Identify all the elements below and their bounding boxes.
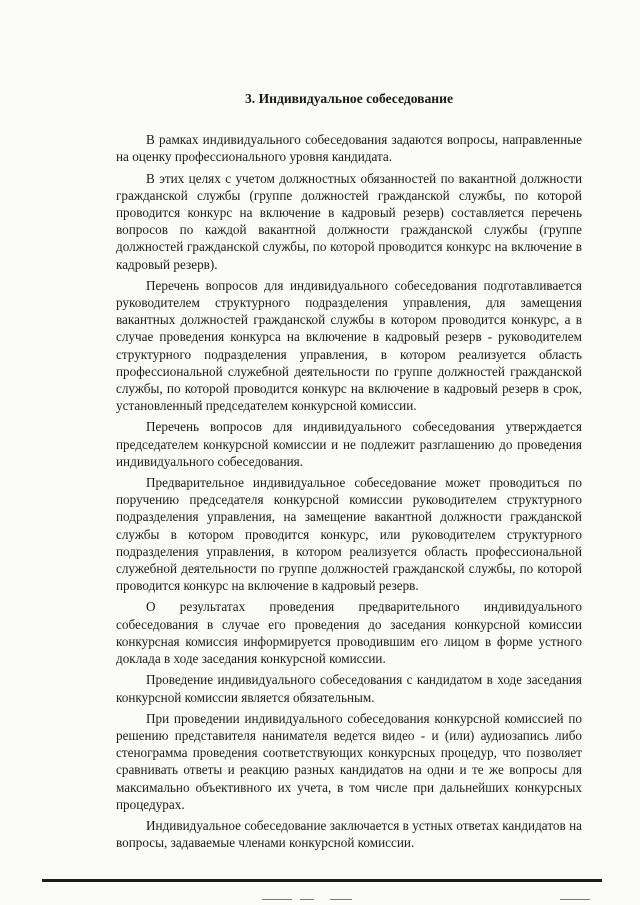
paragraph-8: При проведении индивидуального собеседования конкурсной комиссией по решению представителя нанимателя ведется видео - и (или) аудиозапись либо стенограмма проведения соответствующих конкурсных процедур, что позволяет сравнивать ответы и реакцию разных кандидатов на одни и те же вопросы для максимально объективного их учета, в том числе при дальнейших конкурсных процедурах. <box>116 710 582 812</box>
paragraph-2: В этих целях с учетом должностных обязанностей по вакантной должности гражданской службы (группе должностей гражданской службы, по которой проводится конкурс на включение в кадровый резерв) составляется перечень вопросов по каждой вакантной должности гражданской службы (группе должностей гражданской службы, по которой проводится конкурс на включение в кадровый резерв). <box>116 170 582 272</box>
document-body <box>116 90 582 855</box>
scan-mark <box>300 899 314 900</box>
paragraph-5: Предварительное индивидуальное собеседование может проводиться по поручению председателя конкурсной комиссии руководителем структурного подразделения управления, на замещение вакантной должности гражданской службы в котором проводится конкурс, или руководителем структурного подразделения управления, в котором реализуется область профессиональной служебной деятельности по группе должностей гражданской службы, по которой проводится конкурс на включение в кадровый резерв. <box>116 475 582 594</box>
scan-mark <box>262 899 292 900</box>
paragraph-3: Перечень вопросов для индивидуального собеседования подготавливается руководителем структурного подразделения управления, для замещения вакантных должностей гражданской службы в котором проводится конкурс, а в случае проведения конкурса на включение в кадровый резерв - руководителем структурного подразделения управления, в котором реализуется область профессиональной служебной деятельности по группе должностей гражданской службы, по которой проводится конкурс на включение в кадровый резерв в срок, установленный председателем конкурсной комиссии. <box>116 277 582 414</box>
paragraph-1: В рамках индивидуального собеседования задаются вопросы, направленные на оценку профессионального уровня кандидата. <box>116 132 582 165</box>
paragraph-6: О результатах проведения предварительного индивидуального собеседования в случае его проведения до заседания конкурсной комиссии конкурсная комиссия информируется проводившим его лицом в форме устного доклада в ходе заседания конкурсной комиссии. <box>116 599 582 667</box>
scan-bottom-rule <box>42 879 602 882</box>
paragraph-4: Перечень вопросов для индивидуального собеседования утверждается председателем конкурсной комиссии и не подлежит разглашению до проведения индивидуального собеседования. <box>116 419 582 469</box>
paragraph-7: Проведение индивидуального собеседования с кандидатом в ходе заседания конкурсной комиссии является обязательным. <box>116 672 582 705</box>
section-heading: 3. Индивидуальное собеседование <box>244 91 454 106</box>
scan-mark <box>560 899 590 900</box>
paragraph-9: Индивидуальное собеседование заключается в устных ответах кандидатов на вопросы, задаваемые членами конкурсной комиссии. <box>116 817 582 851</box>
scan-mark <box>330 899 352 900</box>
